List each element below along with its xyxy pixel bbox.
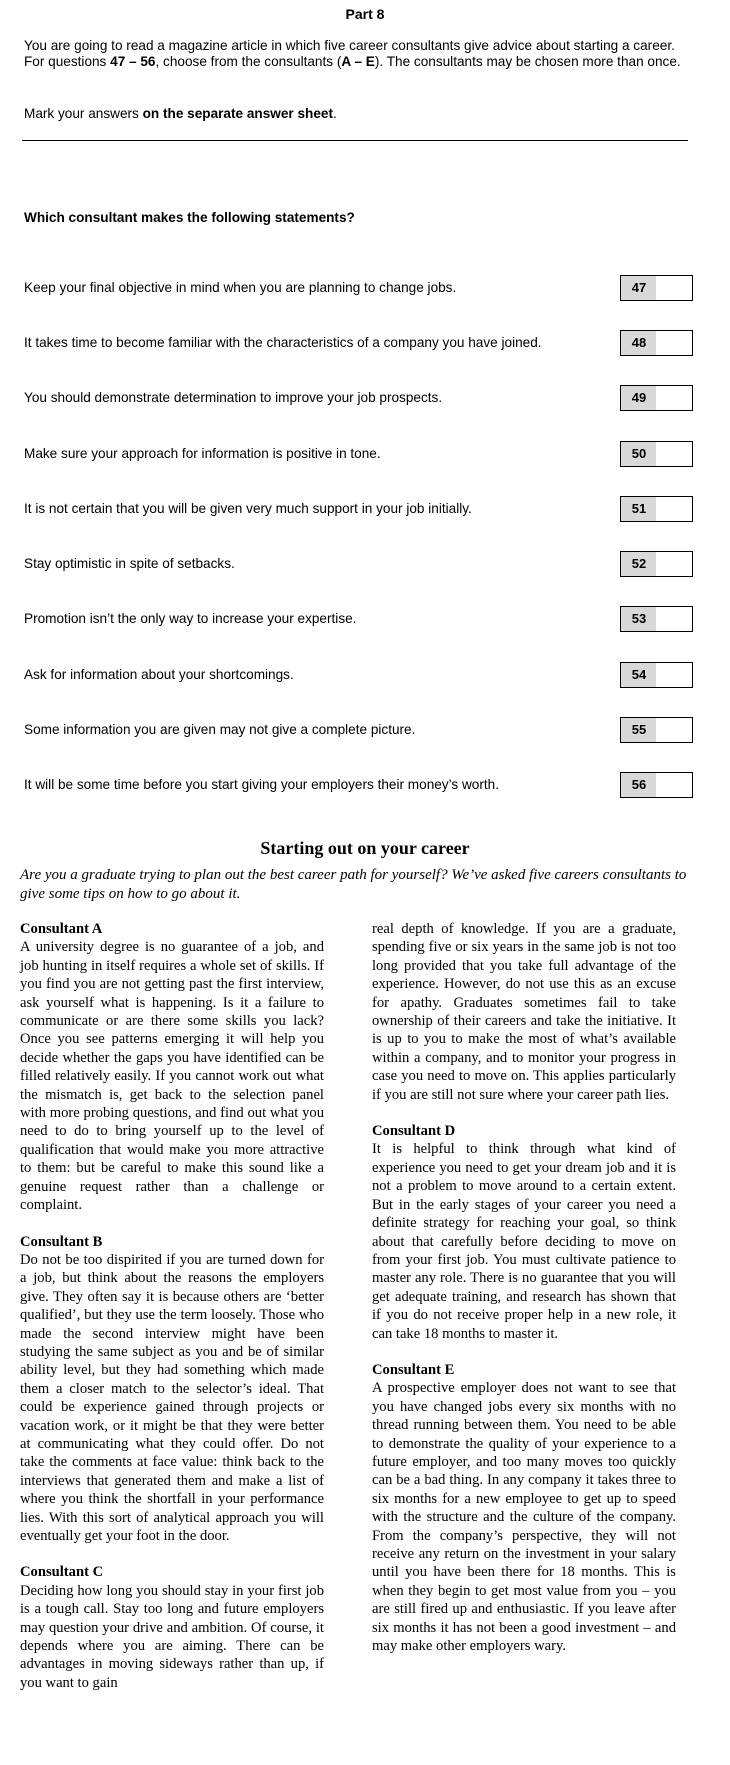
question-number: 51 [620,496,658,522]
question-row-53 [0,606,730,632]
question-row-50 [0,441,730,467]
question-text: Stay optimistic in spite of setbacks. [24,556,235,571]
question-text: Make sure your approach for information is positive in tone. [24,446,381,461]
consultant-letters: A – E [341,54,375,69]
question-number: 48 [620,330,658,356]
answer-box-54[interactable] [656,662,693,688]
divider [22,140,688,141]
part-title: Part 8 [345,6,385,22]
question-text: You should demonstrate determination to improve your job prospects. [24,390,443,405]
question-row-49 [0,385,730,411]
answer-sheet-note-bold: on the separate answer sheet [142,106,333,121]
question-row-48 [0,330,730,356]
answer-box-56[interactable] [656,772,693,798]
article-title: Starting out on your career [260,838,470,858]
answer-sheet-note [24,106,337,121]
question-text: Ask for information about your shortcomings. [24,667,294,682]
answer-box-47[interactable] [656,275,693,301]
question-row-52 [0,551,730,577]
consultant-e-heading: Consultant E [372,1361,455,1378]
article-right-column [372,920,676,1655]
question-text: Keep your final objective in mind when you are planning to change jobs. [24,280,457,295]
answer-box-53[interactable] [656,606,693,632]
consultant-e-text: A prospective employer does not want to see that you have changed jobs every six months with no thread running between them. You need to be able to demonstrate the quality of your experience to a future employer, and too many moves too quickly can be a bad thing. In any company it takes three to six months for a new employee to get up to speed with the structure and the culture of the company. From the company’s perspective, they will not receive any return on the investment in your salary until you have been there for 18 months. This is when they begin to get most value from you – you are still fired up and enthusiastic. If you leave after six months it has not been a good investment – and may make other employers wary. [372,1380,676,1655]
question-number: 49 [620,385,658,411]
consultant-a-text: A university degree is no guarantee of a job, and job hunting in itself requires a whole set of skills. If you find you are not getting past the first interview, ask yourself what is happening. Is it a failure to communicate or are there some skills you lack? Once you see patterns emerging it will help you decide whether the gaps you have identified can be filled relatively easily. If you cannot work out what the mismatch is, get back to the selection panel with more probing questions, and find out what you need to do to bring yourself up to the level of qualification that would make you more attractive to them: but be careful to make this sound like a genuine request rather than a challenge or complaint. [20,939,324,1214]
answer-box-48[interactable] [656,330,693,356]
question-number: 56 [620,772,658,798]
question-row-55 [0,717,730,743]
instructions-text-1: You are going to read a magazine article in which five career consultants give advice about starting a career. For questions [24,38,675,69]
consultant-d-heading: Consultant D [372,1123,456,1140]
consultant-b-text: Do not be too dispirited if you are turned down for a job, but think about the reasons the employers give. They often say it is because others are ‘better qualified’, but they use the term loosely. Those who made the second interview might have been studying the same subject as you and be of similar ability level, but they had something which made them a closer match to the selector’s ideal. That could be experience gained through projects or vacation work, or it might be that they were better at communicating what they could offer. Do not take the comments at face value: think back to the interviews that generated them and make a list of where you think the shortfall in your performance lies. With this sort of analytical approach you will eventually get your foot in the door. [20,1251,324,1544]
question-number: 55 [620,717,658,743]
consultant-a-heading: Consultant A [20,921,103,937]
question-number: 52 [620,551,658,577]
answer-sheet-note-text-2: . [333,106,337,121]
question-row-47 [0,275,730,301]
question-text: It takes time to become familiar with the characteristics of a company you have joined. [24,335,542,350]
question-text: Promotion isn’t the only way to increase your expertise. [24,611,357,626]
question-text: It is not certain that you will be given very much support in your job initially. [24,501,472,516]
answer-box-51[interactable] [656,496,693,522]
question-number: 54 [620,662,658,688]
answer-sheet-note-text-1: Mark your answers [24,106,143,121]
answer-box-49[interactable] [656,385,693,411]
consultant-d-text: It is helpful to think through what kind of experience you need to get your dream job and it is not a problem to move around to a certain extent. But in the early stages of your career you need a definite strategy for reaching your goal, so think about that carefully before deciding to move on from your first job. You must cultivate patience to master any role. There is no guarantee that you will get adequate training, and research has shown that if you do not receive proper help in a new role, it can take 18 months to master it. [372,1141,676,1342]
question-row-51 [0,496,730,522]
consultant-c-heading: Consultant C [20,1564,104,1581]
instructions-text-3: ). The consultants may be chosen more than once. [374,54,681,69]
article-left-column [20,920,324,1692]
question-row-56 [0,772,730,798]
answer-box-50[interactable] [656,441,693,467]
question-row-54 [0,662,730,688]
question-number: 53 [620,606,658,632]
question-range: 47 – 56 [110,54,156,69]
article-subtitle: Are you a graduate trying to plan out the best career path for yourself? We’ve asked five careers consultants to give some tips on how to go about it. [20,867,687,902]
question-text: It will be some time before you start giving your employers their money’s worth. [24,777,499,792]
question-text: Some information you are given may not give a complete picture. [24,722,416,737]
consultant-c-text-start: Deciding how long you should stay in your first job is a tough call. Stay too long and future employers may question your drive and ambition. Of course, it depends where you are aiming. There can be advantages in moving sideways rather than up, if you want to gain [20,1582,324,1691]
consultant-c-text-continued: real depth of knowledge. If you are a graduate, spending five or six years in the same job is not too long provided that you take full advantage of the experience. However, do not use this as an excuse for apathy. Graduates sometimes fail to take ownership of their careers and take the initiative. It is up to you to make the most of what’s available within a company, and to monitor your progress in case you need to move on. This applies particularly if you are still not sure where your career path lies. [372,921,676,1103]
consultant-b-heading: Consultant B [20,1233,103,1250]
question-number: 47 [620,275,658,301]
question-heading: Which consultant makes the following statements? [24,210,355,225]
answer-box-55[interactable] [656,717,693,743]
question-number: 50 [620,441,658,467]
instructions [24,38,690,70]
instructions-text-2: , choose from the consultants ( [155,54,342,69]
answer-box-52[interactable] [656,551,693,577]
